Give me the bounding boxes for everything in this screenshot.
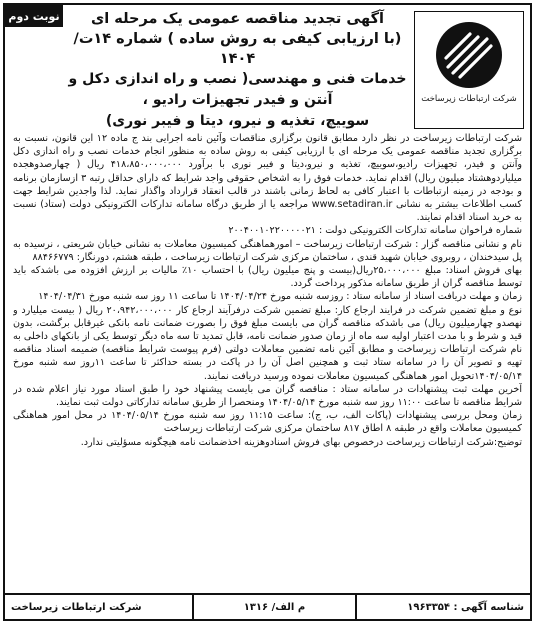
- tender-notice: [3, 3, 532, 621]
- paragraph-submission-deadline: آخرین مهلت ثبت پیشنهادات در سامانه ستاد : مناقصه گران می بایست پیشنهاد خود را طبق اسناد مورد نیاز اعلام شده در شرایط مناقصه تا ساعت ۱۱:۰۰ روز سه شنبه مورخ ۱۴۰۴/۰۵/۱۴ ومنحصرا از طریق سامانه تدارکاتی دولت ثبت نمایند.: [13, 383, 522, 409]
- notice-footer: [5, 593, 530, 619]
- footer-company: شرکت ارتباطات زیرساخت: [11, 601, 142, 613]
- paragraph-document-deadline: زمان و مهلت دریافت اسناد از سامانه ستاد : روزسه شنبه مورخ ۱۴۰۴/۰۴/۲۴ تا ساعت ۱۱ روز سه شنبه مورخ ۱۴۰۴/۰۴/۳۱: [38, 291, 522, 303]
- paragraph-call-number: شماره فراخوان سامانه تدارکات الکترونیکی دولت : ۲۰۰۴۰۰۱۰۲۲۰۰۰۰۰۲۱: [228, 225, 522, 237]
- title-line-1: آگهی تجدید مناقصه عمومی یک مرحله ای: [90, 11, 385, 27]
- title-line-3: خدمات فنی و مهندسی( نصب و راه اندازی دکل و آنتن و فیدر تجهیزات رادیو ،: [68, 71, 407, 108]
- title-line-2: (با ارزیابی کیفی به روش ساده ) شماره ۱۴ت/۱۴۰۴: [73, 31, 402, 67]
- publication-code: م الف/ ۱۳۱۶: [243, 601, 306, 613]
- paragraph-document-price: بهای فروش اسناد: مبلغ ۲۵،۰۰۰،۰۰۰ریال(بیست و پنج میلیون ریال) با احتساب ۱۰٪ مالیات بر ارزش افزوده می باشدکه باید توسط مناقصه گران از طریق سامانه مذکور پرداخت گردد.: [13, 265, 522, 290]
- company-logo-icon: [434, 20, 504, 90]
- ad-number: شناسه آگهی : ۱۹۶۳۳۵۴: [407, 601, 524, 613]
- title-line-4: سوییچ، تغذیه و نیرو، دیتا و فیبر نوری): [105, 113, 370, 129]
- paragraph-guarantee: نوع و مبلغ تضمین شرکت در فرایند ارجاع کار: مبلغ تضمین شرکت درفرآیند ارجاع کار ۲۰،۹۴۲،۰۰۰،۰۰۰ ریال ( بیست میلیارد و نهصدو چهارمیلیون ریال) می باشدکه مناقصه گران می بایست مبلغ فوق را بصورت ضمانت نامه بانکی غیرقابل برگشت، بدون قید و شرط و با مدت اعتبار اولیه سه ماه از زمان صدور ضمانت نامه، قابل تمدید تا سه ماه دیگر توسط یکی از بانکهای داخلی به نام شرکت ارتباطات زیرساخت و مطابق آئین نامه تضمین معاملات دولتی (فرم پیوست شرایط مناقصه) ضمیمه اسناد مناقصه تهیه و تصویر آن را در سامانه ستاد ثبت و همچنین اصل آن را در پاکت در بسته حداکثر تا ساعت ۱۱روز سه شنبه مورخ ۱۴۰۴/۰۵/۱۴تحویل امور هماهنگی کمیسیون معاملات نموده ورسید دریافت نمایند.: [13, 304, 522, 382]
- paragraph-intro: شرکت ارتباطات زیرساخت در نظر دارد مطابق قانون برگزاری مناقصات وآئین نامه اجرایی بند ج ماده ۱۲ این قانون، نسبت به برگزاری تجدید مناقصه عمومی یک مرحله ای با ارزیابی کیفی به روش ساده به منظور انجام خدمات نصب و راه اندازی دکل وآنتن و فیدر، تجهیزات رادیو،سوییچ، تغذیه و نیرو،دیتا و فیبر نوری با برآورد ۴۱۸،۸۵۰،۰۰۰،۰۰۰ ریال ( چهارصدوهجده میلیاردوهشتاد میلیون ریال) اقدام نماید. خدمات فوق را به اشخاص حقوقی واجد شرایط که دارای حداقل رتبه ۳ ازسازمان برنامه و بودجه در زمینه ارتباطات با اعتبار کافی به لحاظ زمانی باشند در قالب انعقاد قرارداد واگذار نماید. لذا واجدین شرایط جهت کسب اطلاعات بیشتر به نشانی www.setadiran.ir مراجعه یا از طریق درگاه سامانه تدارکات الکترونیکی دولت (ستاد) نسبت به خرید اسناد اقدام نمایند.: [13, 133, 522, 224]
- footer-divider: [192, 594, 194, 620]
- notice-body: [13, 132, 522, 590]
- paragraph-note: توضیح:شرکت ارتباطات زیرساخت درخصوص بهای فروش اسنادوهزینه اخذضمانت نامه هیچگونه مسؤلیتی ندارد.: [80, 436, 522, 448]
- logo-caption: شرکت ارتباطات زیرساخت: [421, 94, 517, 104]
- paragraph-opening: زمان ومحل بررسی پیشنهادات (پاکات الف، ب، ج): ساعت ۱۱:۱۵ روز سه شنبه مورخ ۱۴۰۴/۰۵/۱۴ در محل امور هماهنگی کمیسیون معاملات واقع در طبقه ۸ اطاق ۸۱۷ ساختمان مرکزی شرکت ارتباطات زیرساخت: [13, 410, 522, 435]
- company-logo: [414, 11, 524, 129]
- notice-title: [67, 9, 408, 132]
- footer-divider: [355, 594, 357, 620]
- paragraph-address: نام و نشانی مناقصه گزار : شرکت ارتباطات زیرساخت – امورهماهنگی کمیسیون معاملات به نشانی خیابان شریعتی ، نرسیده به پل سیدخندان ، روبروی خیابان شهید قندی ، ساختمان مرکزی شرکت ارتباطات زیرساخت ، طبقه هشتم، دورنگار: ۸۸۴۶۶۷۷۹: [13, 238, 522, 263]
- round-badge: نوبت دوم: [5, 5, 63, 27]
